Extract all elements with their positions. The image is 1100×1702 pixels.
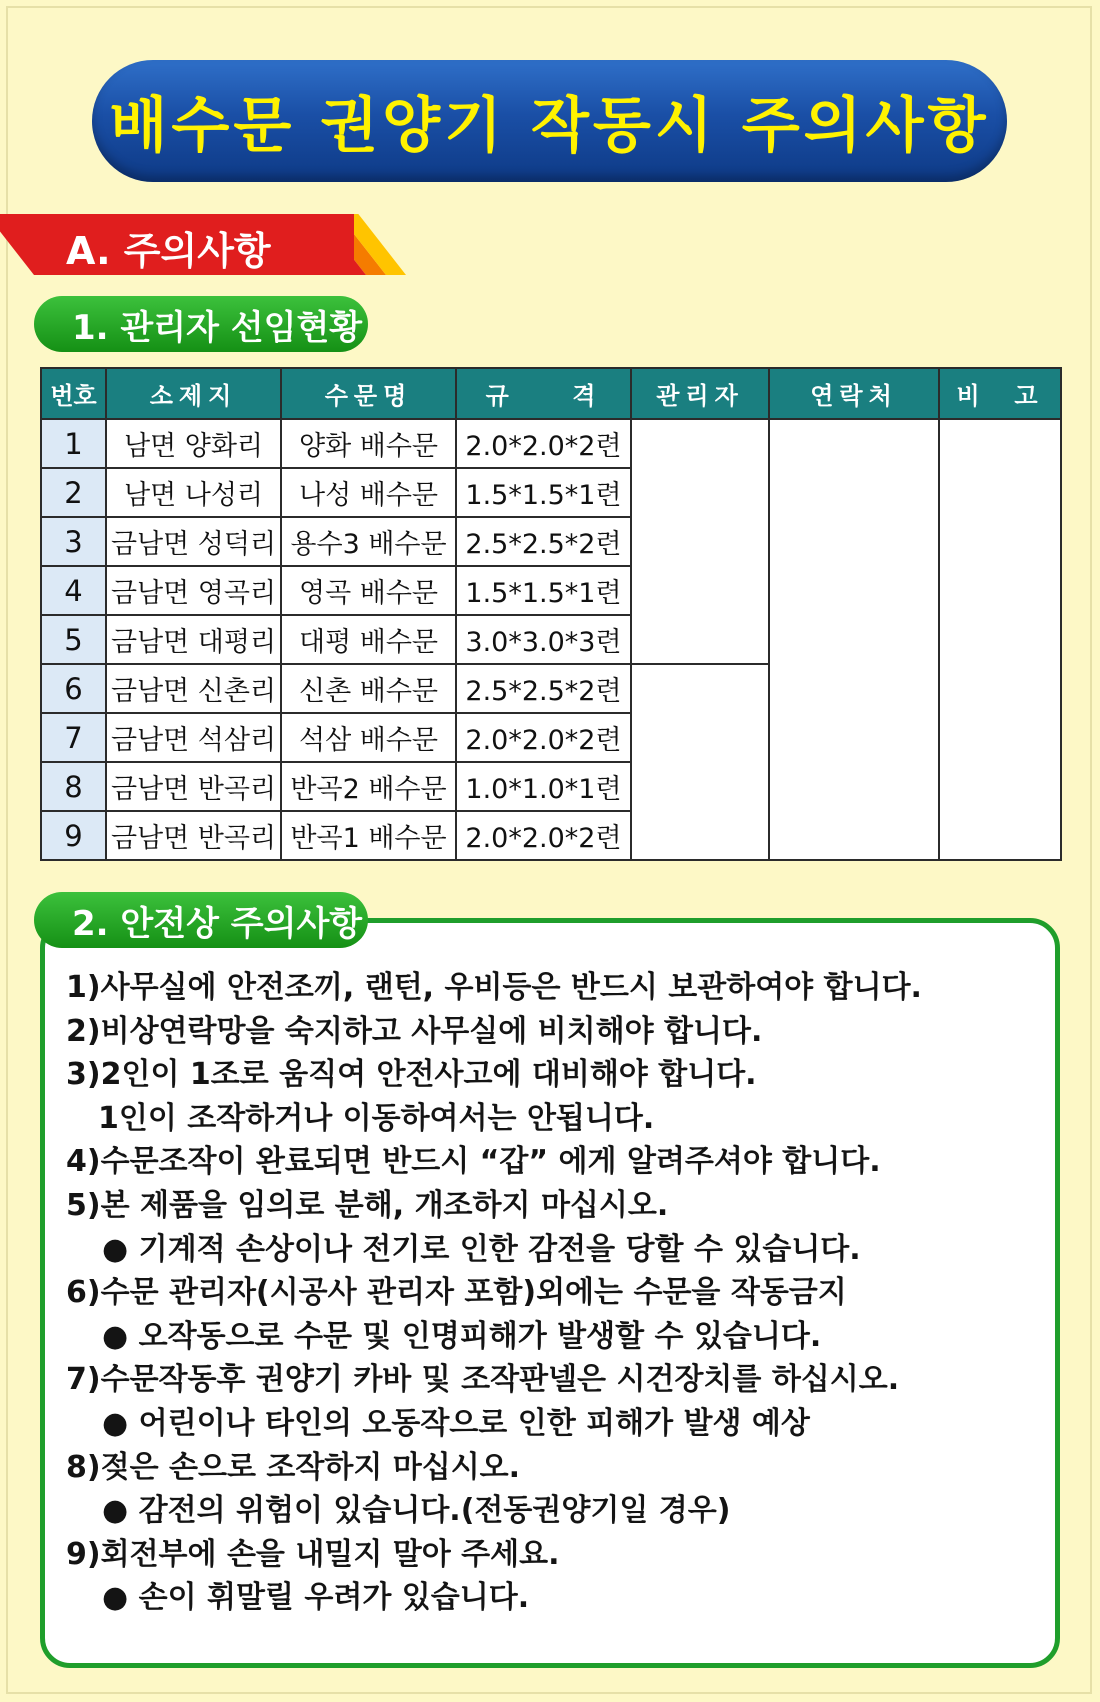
table-row [41,419,1061,468]
table-header-row [41,368,1061,419]
header-spec: 규 격 [456,368,631,419]
row-spec: 2.0*2.0*2련 [456,811,631,860]
row-gate-name: 신촌 배수문 [281,664,456,713]
section-2-heading: 2. 안전상 주의사항 [34,892,368,948]
header-remarks: 비 고 [939,368,1061,419]
row-gate-name: 반곡2 배수문 [281,762,456,811]
row-gate-name: 양화 배수문 [281,419,456,468]
section-a-banner [34,214,429,275]
row-spec: 3.0*3.0*3련 [456,615,631,664]
contact-cell [769,419,939,860]
note-bullet: ● 손이 휘말릴 우려가 있습니다. [102,1580,530,1616]
row-spec: 1.5*1.5*1련 [456,468,631,517]
page-title: 배수문 권양기 작동시 주의사항 [109,91,990,161]
row-number: 4 [41,566,106,615]
note-item: 4)수문조작이 완료되면 반드시 “갑” 에게 알려주셔야 합니다. [66,1144,881,1180]
header-location: 소제지 [106,368,281,419]
row-location: 금남면 영곡리 [106,566,281,615]
note-continuation: 1인이 조작하거나 이동하여서는 안됩니다. [98,1100,655,1136]
row-number: 5 [41,615,106,664]
note-bullet: ● 어린이나 타인의 오동작으로 인한 피해가 발생 예상 [102,1405,810,1441]
row-number: 7 [41,713,106,762]
manager-cell-group-1 [631,419,769,664]
row-location: 금남면 석삼리 [106,713,281,762]
header-no: 번호 [41,368,106,419]
row-number: 1 [41,419,106,468]
header-gate-name: 수문명 [281,368,456,419]
row-location: 남면 양화리 [106,419,281,468]
note-item: 8)젖은 손으로 조작하지 마십시오. [66,1449,521,1485]
row-gate-name: 석삼 배수문 [281,713,456,762]
safety-notes-list [66,966,1046,1620]
note-item: 6)수문 관리자(시공사 관리자 포함)외에는 수문을 작동금지 [66,1275,847,1311]
row-spec: 2.5*2.5*2련 [456,517,631,566]
row-spec: 1.0*1.0*1련 [456,762,631,811]
row-gate-name: 반곡1 배수문 [281,811,456,860]
row-location: 금남면 성덕리 [106,517,281,566]
row-spec: 1.5*1.5*1련 [456,566,631,615]
row-location: 금남면 신촌리 [106,664,281,713]
row-gate-name: 대평 배수문 [281,615,456,664]
row-number: 8 [41,762,106,811]
remarks-cell [939,419,1061,860]
note-bullet: ● 기계적 손상이나 전기로 인한 감전을 당할 수 있습니다. [102,1231,861,1267]
section-a-title: A. 주의사항 [66,229,271,273]
row-number: 3 [41,517,106,566]
note-bullet: ● 감전의 위험이 있습니다.(전동권양기일 경우) [102,1493,731,1529]
row-number: 6 [41,664,106,713]
row-gate-name: 나성 배수문 [281,468,456,517]
row-location: 금남면 반곡리 [106,762,281,811]
note-item: 3)2인이 1조로 움직여 안전사고에 대비해야 합니다. [66,1057,757,1093]
row-spec: 2.0*2.0*2련 [456,713,631,762]
note-item: 2)비상연락망을 숙지하고 사무실에 비치해야 합니다. [66,1013,763,1049]
row-location: 금남면 대평리 [106,615,281,664]
row-location: 금남면 반곡리 [106,811,281,860]
note-item: 1)사무실에 안전조끼, 랜턴, 우비등은 반드시 보관하여야 합니다. [66,970,922,1005]
row-gate-name: 용수3 배수문 [281,517,456,566]
row-location: 남면 나성리 [106,468,281,517]
note-item: 5)본 제품을 임의로 분해, 개조하지 마십시오. [66,1187,669,1223]
manager-cell-group-2 [631,664,769,860]
note-item: 9)회전부에 손을 내밀지 말아 주세요. [66,1536,560,1572]
note-item: 7)수문작동후 권양기 카바 및 조작판넬은 시건장치를 하십시오. [66,1362,900,1398]
header-contact: 연락처 [769,368,939,419]
row-spec: 2.5*2.5*2련 [456,664,631,713]
row-number: 2 [41,468,106,517]
row-gate-name: 영곡 배수문 [281,566,456,615]
note-bullet: ● 오작동으로 수문 및 인명피해가 발생할 수 있습니다. [102,1318,822,1354]
section-1-heading: 1. 관리자 선임현황 [34,296,368,352]
row-spec: 2.0*2.0*2련 [456,419,631,468]
row-number: 9 [41,811,106,860]
title-banner [92,60,1007,182]
header-manager: 관리자 [631,368,769,419]
manager-table [40,367,1062,861]
